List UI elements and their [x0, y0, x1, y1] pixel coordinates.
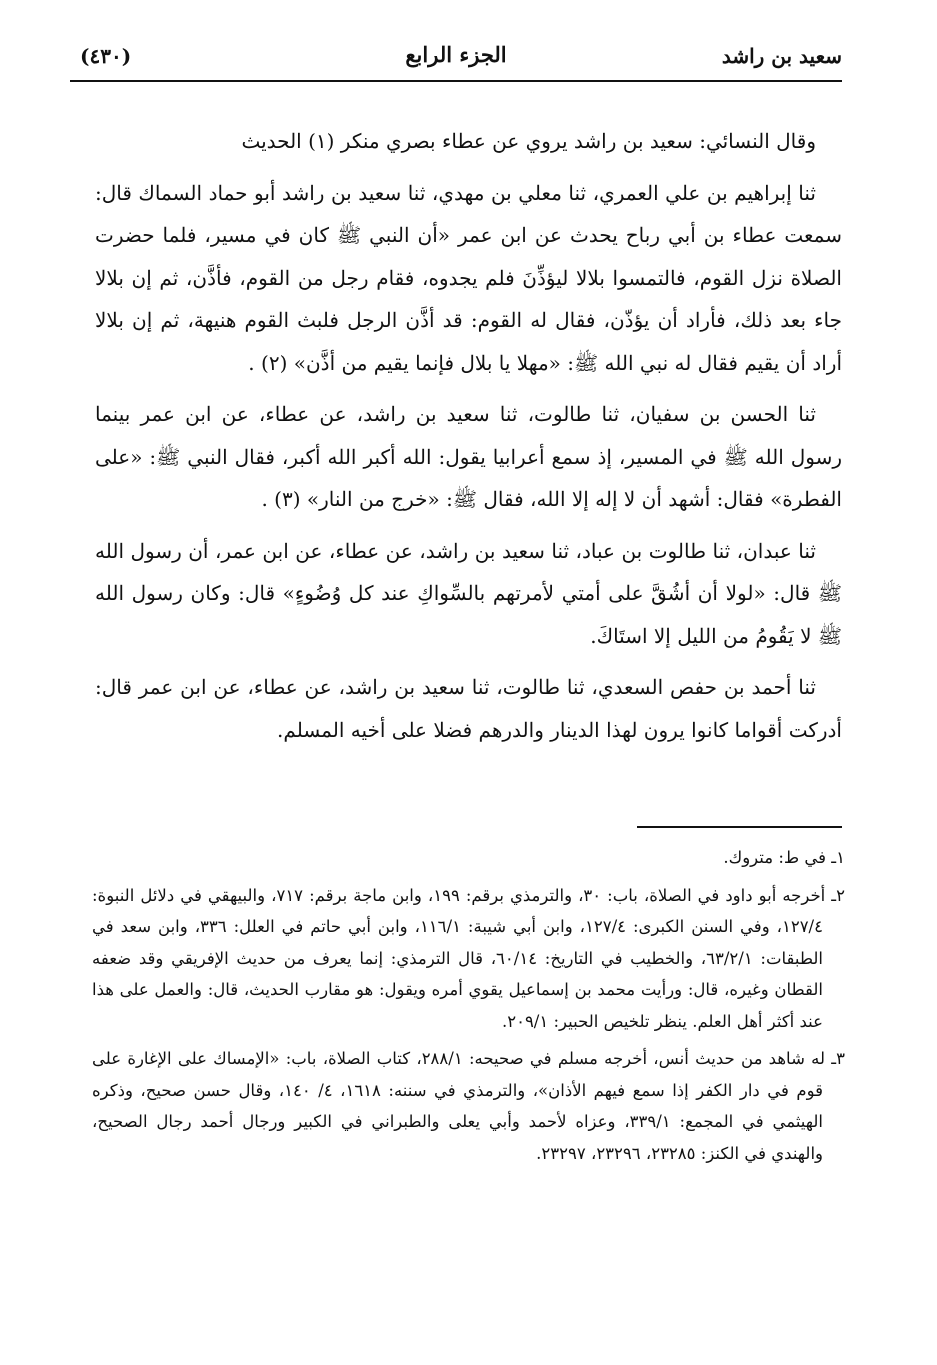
header-author-name: سعيد بن راشد: [721, 44, 842, 68]
paragraph: ثنا إبراهيم بن علي العمري، ثنا معلي بن مهدي، ثنا سعيد بن راشد أبو حماد السماك قال: سمعت عطاء بن أبي رباح يحدث عن ابن عمر «أن النبي ﷺ كان في مسير، فلما حضرت الصلاة نزل القوم، فالتمسوا بلالا ليؤذِّنَ فلم يجدوه، فقام رجل من القوم، فأذَّن، ثم إن بلالا جاء بعد ذلك، فأراد أن يؤذّن، فقال له القوم: قد أذَّن الرجل فلبث القوم هنيهة، ثم إن بلالا أراد أن يقيم فقال له نبي الله ﷺ: «مهلا يا بلال فإنما يقيم من أذَّن» (٢) .: [95, 180, 842, 375]
running-header: [70, 38, 842, 82]
paragraph: ثنا عبدان، ثنا طالوت بن عباد، ثنا سعيد بن راشد، عن عطاء، عن ابن عمر، أن رسول الله ﷺ قال: «لولا أن أشُقَّ على أمتي لأمرتهم بالسِّواكِ عند كل وُضُوءٍ» قال: وكان رسول الله ﷺ لا يَقُومُ من الليل إلا استَاكَ.: [95, 538, 842, 648]
paragraph: ثنا أحمد بن حفص السعدي، ثنا طالوت، ثنا سعيد بن راشد، عن عطاء، عن ابن عمر قال: أدركت أقواما كانوا يرون لهذا الدينار والدرهم فضلا على أخيه المسلم.: [95, 675, 842, 742]
footnote: ٢ـ أخرجه أبو داود في الصلاة، باب: ٣٠، والترمذي برقم: ١٩٩، وابن ماجة برقم: ٧١٧، والبيهقي في دلائل النبوة: ١٢٧/٤، وفي السنن الكبرى: ١٢٧/٤، وابن أبي شيبة: ١١٦/١، وابن أبي حاتم في العلل: ٣٣٦، وابن سعد في الطبقات: ٦٣/٢/١، والخطيب في التاريخ: ٦٠/١٤، قال الترمذي: إنما يعرف من حديث الإفريقي وقد ضعفه القطان وغيره، قال: ورأيت محمد بن إسماعيل يقوي أمره ويقول: هو مقارب الحديث، قال: والعمل على هذا عند أكثر أهل العلم. ينظر تلخيص الحبير: ٢٠٩/١.: [92, 885, 845, 1031]
footnotes: [92, 842, 845, 1175]
footnote: ٣ـ له شاهد من حديث أنس، أخرجه مسلم في صحيحه: ٢٨٨/١، كتاب الصلاة، باب: «الإمساك على الإغارة على قوم في دار الكفر إذا سمع فيهم الأذان»، والترمذي في سننه: ١٦١٨، ٤/ ١٤٠، وقال حسن صحيح، وذكره الهيثمي في المجمع: ٣٣٩/١، وعزاه لأحمد وأبي يعلى والطبراني في الكبير ورجال أحمد رجال الصحيح، والهندي في الكنز: ٢٣٢٨٥، ٢٣٢٩٦، ٢٣٢٩٧.: [92, 1049, 846, 1163]
paragraph: ثنا الحسن بن سفيان، ثنا طالوت، ثنا سعيد بن راشد، عن عطاء، عن ابن عمر بينما رسول الله ﷺ في المسير، إذ سمع أعرابيا يقول: الله أكبر الله أكبر، فقال النبي ﷺ: «على الفطرة» فقال: أشهد أن لا إله إلا الله، فقال ﷺ: «خرج من النار» (٣) .: [95, 402, 842, 511]
header-page-number: (٤٣٠): [80, 44, 132, 68]
paragraph: وقال النسائي: سعيد بن راشد يروي عن عطاء بصري منكر (١) الحديث: [241, 129, 816, 153]
header-volume-title: الجزء الرابع: [405, 42, 507, 67]
footnote-separator: [637, 826, 842, 828]
footnote: ١ـ في ط: متروك.: [723, 848, 845, 867]
main-text: [95, 120, 842, 760]
